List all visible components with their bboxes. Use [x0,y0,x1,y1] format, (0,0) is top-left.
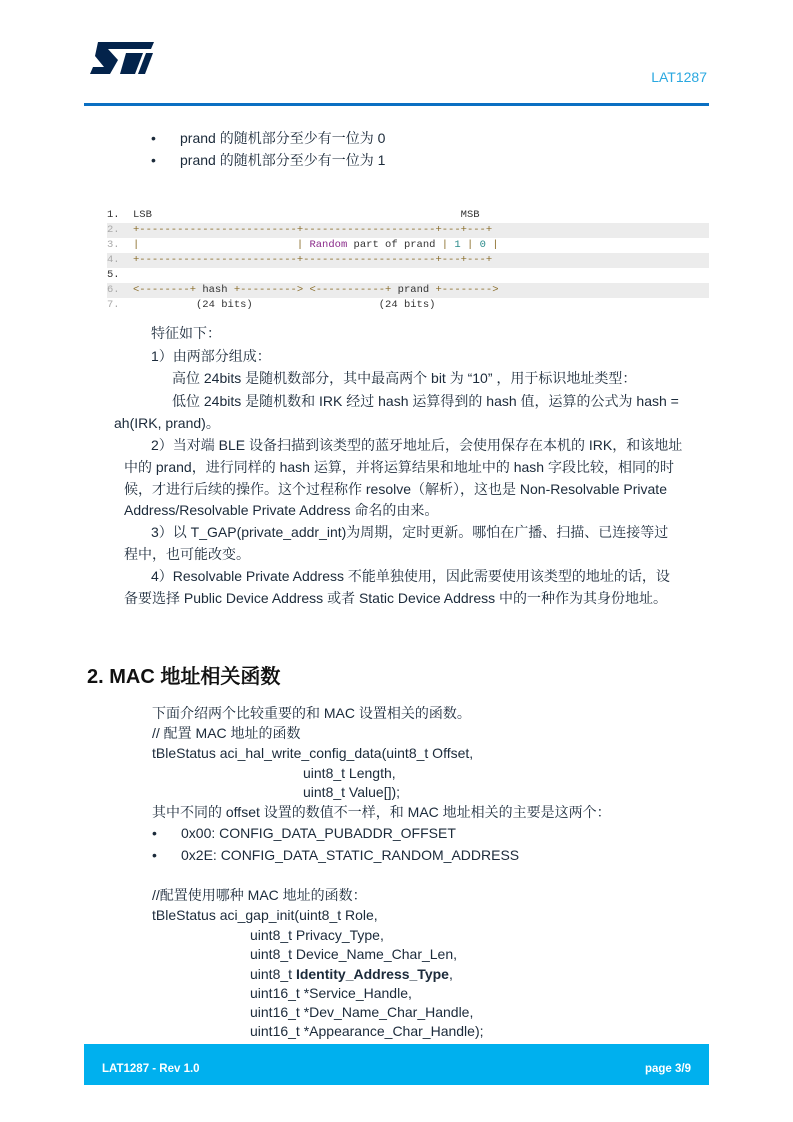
function-param: uint16_t *Appearance_Char_Handle); [250,1023,484,1039]
offset-item: • 0x2E: CONFIG_DATA_STATIC_RANDOM_ADDRESS [181,845,519,865]
item4-line2: 备要选择 Public Device Address 或者 Static Device Address 中的一种作为其身份地址。 [124,590,668,606]
item3-line1: 3）以 T_GAP(private_addr_int)为周期，定时更新。哪怕在广播、扫描、已连接等过 [151,524,669,540]
code-token: <--------+ [133,284,203,296]
code-line [107,268,709,283]
code-line [107,208,709,223]
code-token: +--------> [429,284,499,296]
code-line [107,223,709,238]
code-token: | [485,239,499,251]
line-number: 5. [107,269,120,281]
header-rule [84,103,709,106]
code-token: 0 [479,239,486,251]
footer-page-number: page 3/9 [644,1063,691,1075]
code-token: | | [133,239,310,251]
code-line [107,253,709,268]
param-name: Identity_Address_Type [295,966,449,982]
code-token: | [441,239,455,251]
section-heading: 2. MAC 地址相关函数 [87,666,281,688]
item3-line2: 程中，也可能改变。 [124,546,250,562]
function-signature: tBleStatus aci_hal_write_config_data(uint8_t Offset, [152,745,474,761]
line-number: 3. [107,239,120,251]
code-token: prand [397,284,430,296]
function-param: uint16_t *Dev_Name_Char_Handle, [250,1004,474,1020]
line-number: 4. [107,254,120,266]
document-id: LAT1287 [651,69,707,85]
code-token: +-------------------------+---------------------+---+---+ [133,254,493,266]
code-block [107,208,709,313]
code-token: (24 bits) (24 bits) [133,299,436,311]
line-number: 6. [107,284,120,296]
item2-line4: Address/Resolvable Private Address 命名的由来。 [124,502,439,518]
function-param: uint8_t Privacy_Type, [250,927,384,943]
code-token: | [460,239,480,251]
footer-doc-rev: LAT1287 - Rev 1.0 [102,1063,200,1075]
item4-line1: 4）Resolvable Private Address 不能单独使用，因此需要使用该类型的地址的话，设 [151,568,670,584]
code-line [107,283,709,298]
code-comment: //配置使用哪种 MAC 地址的函数： [152,887,367,903]
offset-item: • 0x00: CONFIG_DATA_PUBADDR_OFFSET [181,823,456,843]
function-param: uint8_t Value[]); [303,784,401,800]
line-number: 1. [107,209,120,221]
section-intro: 下面介绍两个比较重要的和 MAC 设置相关的函数。 [152,705,471,721]
code-token: Random [309,239,348,251]
param-type: uint8_t [250,966,296,982]
item1-line1: 高位 24bits 是随机数部分，其中最高两个 bit 为 “10” ，用于标识地址类型： [172,370,637,386]
line-number: 2. [107,224,120,236]
code-comment: // 配置 MAC 地址的函数 [152,725,301,741]
code-token: hash [202,284,228,296]
bullet-item: • prand 的随机部分至少有一位为 0 [180,128,385,148]
item1-title: 1）由两部分组成： [151,348,271,364]
line-number: 7. [107,299,120,311]
item1-line2: 低位 24bits 是随机数和 IRK 经过 hash 运算得到的 hash 值，运算的公式为 hash = [172,393,679,409]
code-line [107,238,709,253]
code-token: 1 [454,239,461,251]
function-param: uint16_t *Service_Handle, [250,985,412,1001]
code-token: part of prand [347,239,442,251]
item2-line1: 2）当对端 BLE 设备扫描到该类型的蓝牙地址后，会使用保存在本机的 IRK，和该地址 [151,437,683,453]
function-signature: tBleStatus aci_gap_init(uint8_t Role, [152,907,378,923]
code-token: LSB MSB [133,209,480,221]
page-footer [84,1044,709,1085]
item2-line3: 候，才进行后续的操作。这个过程称作 resolve（解析），这也是 Non-Resolvable Private [124,481,667,497]
bullet-item: • prand 的随机部分至少有一位为 1 [180,150,385,170]
code-token: +---------> <-----------+ [227,284,398,296]
function-param-highlight [250,964,453,984]
function-param: uint8_t Length, [303,765,396,781]
item1-line3: ah(IRK, prand)。 [114,415,220,431]
item2-line2: 中的 prand，进行同样的 hash 运算，并将运算结果和地址中的 hash 字段比较，相同的时 [124,459,674,475]
st-logo [88,40,156,76]
code-token: +-------------------------+---------------------+---+---+ [133,224,493,236]
function-param: uint8_t Device_Name_Char_Len, [250,946,458,962]
param-suffix: , [448,966,453,982]
features-title: 特征如下： [151,325,221,341]
offset-note: 其中不同的 offset 设置的数值不一样，和 MAC 地址相关的主要是这两个： [152,804,611,820]
code-line [107,298,709,313]
